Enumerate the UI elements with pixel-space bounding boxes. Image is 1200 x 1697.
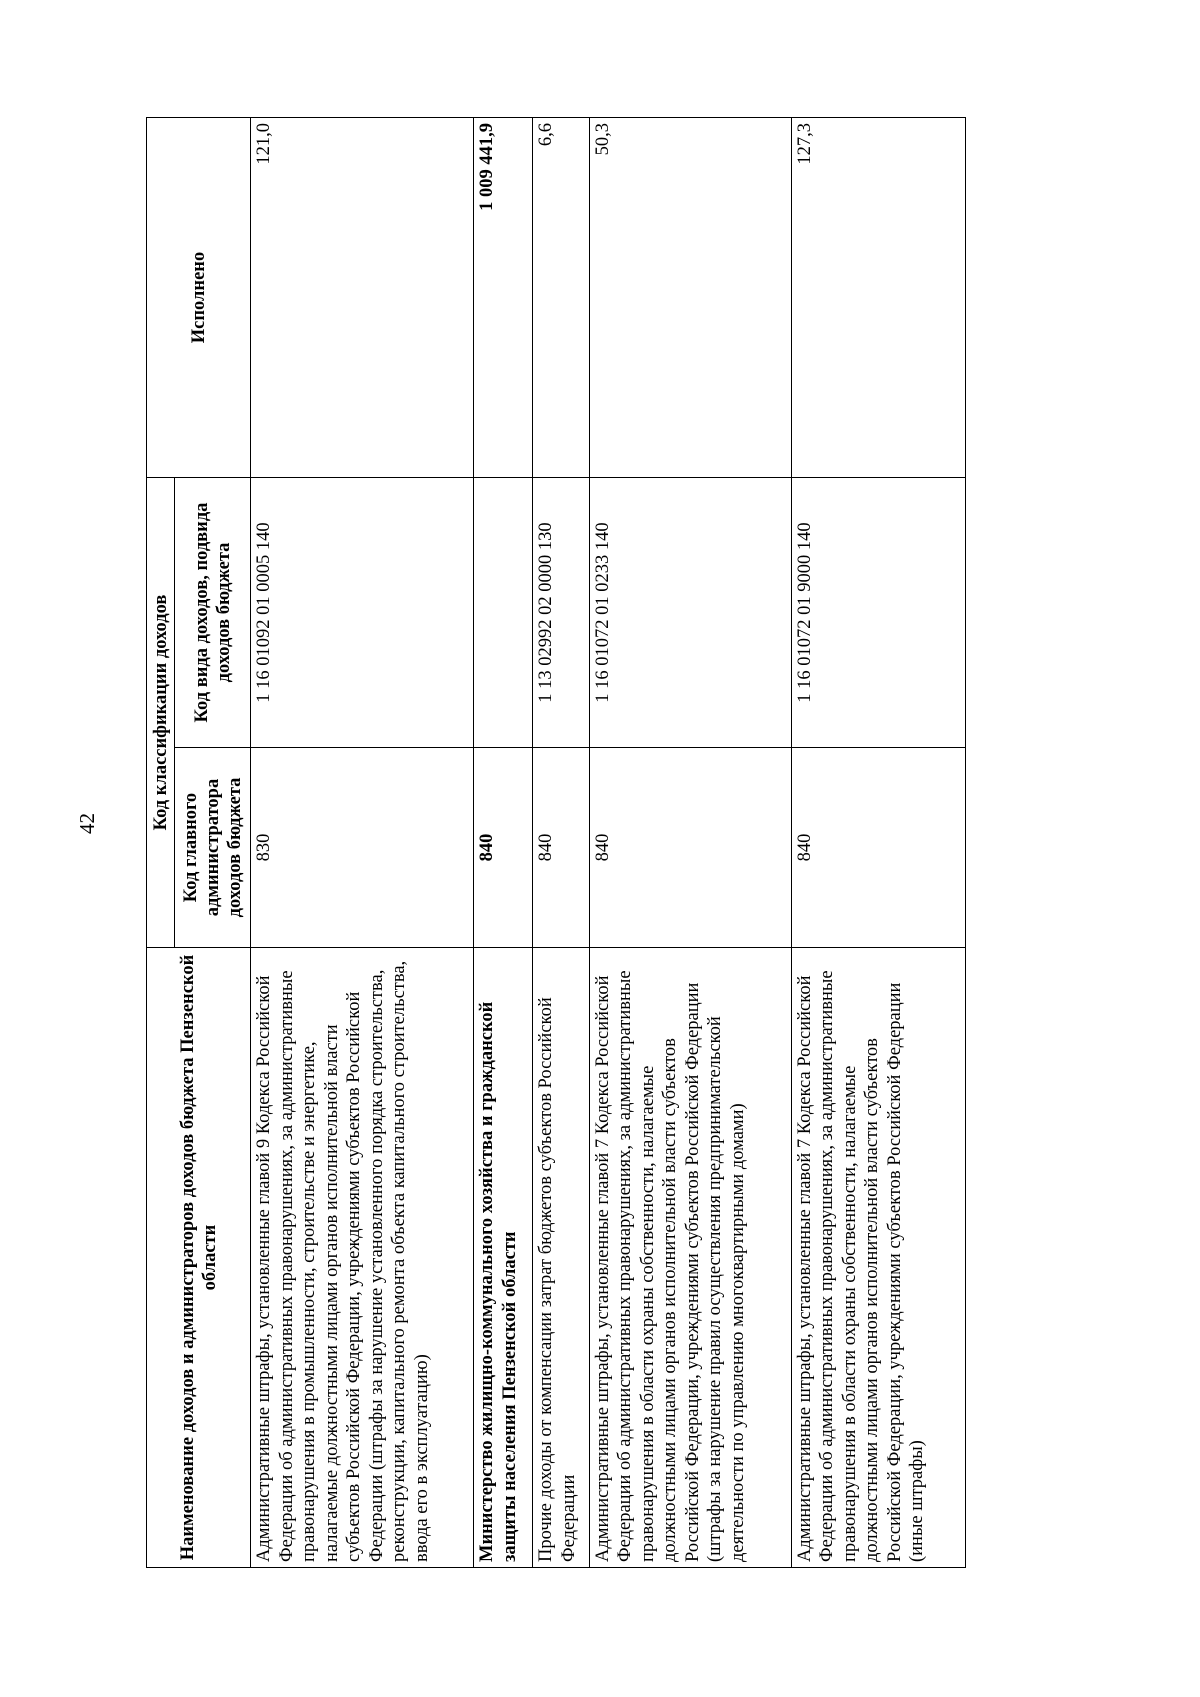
- row-name: Прочие доходы от компенсации затрат бюджетов субъектов Российской Федерации: [533, 948, 590, 1568]
- row-admin-code: 840: [533, 748, 590, 948]
- row-executed: 6,6: [533, 118, 590, 478]
- row-executed: 50,3: [589, 118, 791, 478]
- row-executed: 127,3: [791, 118, 965, 478]
- row-executed: 1 009 441,9: [474, 118, 533, 478]
- row-type-code: 1 16 01092 01 0005 140: [251, 478, 474, 748]
- header-type-code: Код вида доходов, подвида доходов бюджета: [175, 478, 251, 748]
- row-name: Административные штрафы, установленные главой 7 Кодекса Российской Федерации об административных правонарушениях, за административные правонарушения в области охраны собственности, налагаемые должностными лицами органов исполнительной власти субъектов Российской Федерации, учреждениями субъектов Российской Федерации (иные штрафы): [791, 948, 965, 1568]
- row-admin-code: 840: [474, 748, 533, 948]
- budget-revenue-table: [146, 117, 966, 1568]
- row-executed: 121,0: [251, 118, 474, 478]
- header-admin-code: Код главного администратора доходов бюджета: [175, 748, 251, 948]
- table-row: [474, 118, 533, 1568]
- row-type-code: 1 16 01072 01 0233 140: [589, 478, 791, 748]
- row-name: Административные штрафы, установленные главой 7 Кодекса Российской Федерации об административных правонарушениях, за административные правонарушения в области охраны собственности, налагаемые должностными лицами органов исполнительной власти субъектов Российской Федерации, учреждениями субъектов Российской Федерации (штрафы за нарушение правил осуществления предпринимательской деятельности по управлению многоквартирными домами): [589, 948, 791, 1568]
- row-admin-code: 840: [791, 748, 965, 948]
- table-row: [589, 118, 791, 1568]
- row-admin-code: 830: [251, 748, 474, 948]
- header-name: Наименование доходов и администраторов доходов бюджета Пензенской области: [147, 948, 251, 1568]
- row-admin-code: 840: [589, 748, 791, 948]
- table-row: [533, 118, 590, 1568]
- row-name: Министерство жилищно-коммунального хозяйства и гражданской защиты населения Пензенской области: [474, 948, 533, 1568]
- page-number: 42: [75, 813, 99, 834]
- table-row: [791, 118, 965, 1568]
- header-classification-group: Код классификации доходов: [147, 478, 175, 948]
- table-row: [251, 118, 474, 1568]
- row-type-code: 1 16 01072 01 9000 140: [791, 478, 965, 748]
- row-type-code: [474, 478, 533, 748]
- header-executed: Исполнено: [147, 118, 251, 478]
- row-name: Административные штрафы, установленные главой 9 Кодекса Российской Федерации об административных правонарушениях, за административные правонарушения в промышленности, строительстве и энергетике, налагаемые должностными лицами органов исполнительной власти субъектов Российской Федерации, учреждениями субъектов Российской Федерации (штрафы за нарушение установленного порядка строительства, реконструкции, капитального ремонта объекта капитального строительства, ввода его в эксплуатацию): [251, 948, 474, 1568]
- row-type-code: 1 13 02992 02 0000 130: [533, 478, 590, 748]
- rotated-table-wrapper: [146, 118, 966, 1568]
